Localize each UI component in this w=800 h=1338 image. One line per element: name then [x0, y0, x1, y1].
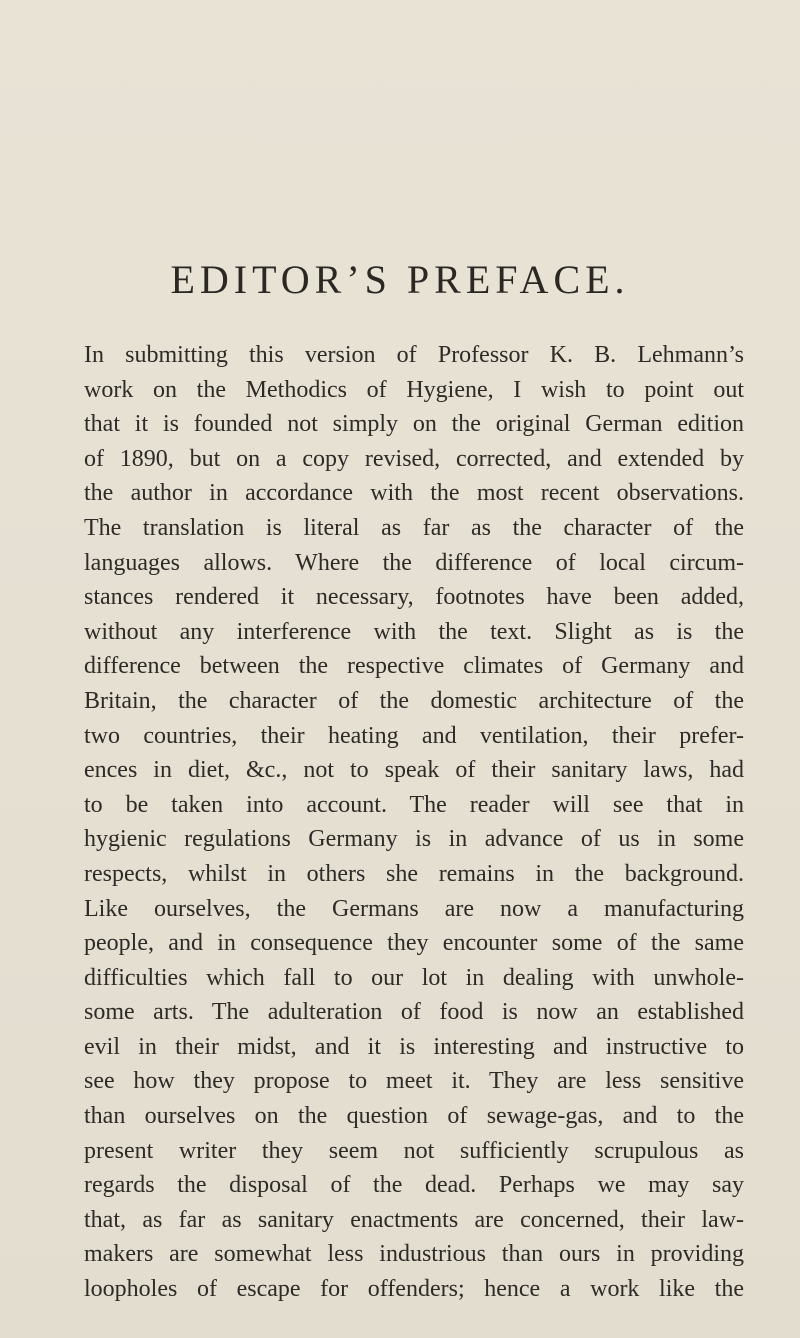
text-line: ences in diet, &c., not to speak of their sanitary laws, had [84, 757, 744, 784]
text-line: people, and in consequence they encounter some of the same [84, 930, 744, 957]
text-line: of 1890, but on a copy revised, corrected, and extended by [84, 445, 744, 472]
text-line: respects, whilst in others she remains in the background. [84, 860, 744, 887]
text-line: makers are somewhat less industrious than ours in providing [84, 1241, 744, 1268]
text-line: In submitting this version of Professor K. B. Lehmann’s [84, 342, 744, 368]
text-line: than ourselves on the question of sewage-gas, and to the [84, 1103, 744, 1130]
text-line: to be taken into account. The reader will see that in [84, 791, 744, 818]
text-line: loopholes of escape for offenders; hence a work like the [84, 1276, 744, 1303]
text-line: present writer they seem not sufficiently scrupulous as [84, 1137, 744, 1164]
text-line: that, as far as sanitary enactments are concerned, their law- [84, 1206, 744, 1233]
page-heading: EDITOR’S PREFACE. [170, 257, 630, 302]
text-line: regards the disposal of the dead. Perhaps we may say [84, 1172, 744, 1199]
text-line: see how they propose to meet it. They are less sensitive [84, 1068, 744, 1095]
text-line: stances rendered it necessary, footnotes have been added, [84, 584, 744, 611]
text-line: hygienic regulations Germany is in advance of us in some [84, 826, 744, 853]
text-line: difference between the respective climates of Germany and [84, 653, 744, 680]
text-line: work on the Methodics of Hygiene, I wish to point out [84, 376, 744, 403]
text-line: two countries, their heating and ventilation, their prefer- [84, 722, 744, 749]
text-line: without any interference with the text. Slight as is the [84, 618, 744, 645]
text-line: Britain, the character of the domestic architecture of the [84, 687, 744, 714]
text-line: evil in their midst, and it is interesting and instructive to [84, 1033, 744, 1060]
text-line: that it is founded not simply on the original German edition [84, 411, 744, 438]
text-line: difficulties which fall to our lot in dealing with unwhole- [84, 964, 744, 991]
text-line: the author in accordance with the most recent observations. [84, 480, 744, 507]
text-line: The translation is literal as far as the character of the [84, 514, 744, 541]
preface-body [84, 338, 744, 1307]
text-line: Like ourselves, the Germans are now a manufacturing [84, 895, 744, 922]
text-line: some arts. The adulteration of food is now an established [84, 999, 744, 1026]
text-line: languages allows. Where the difference of local circum- [84, 549, 744, 576]
